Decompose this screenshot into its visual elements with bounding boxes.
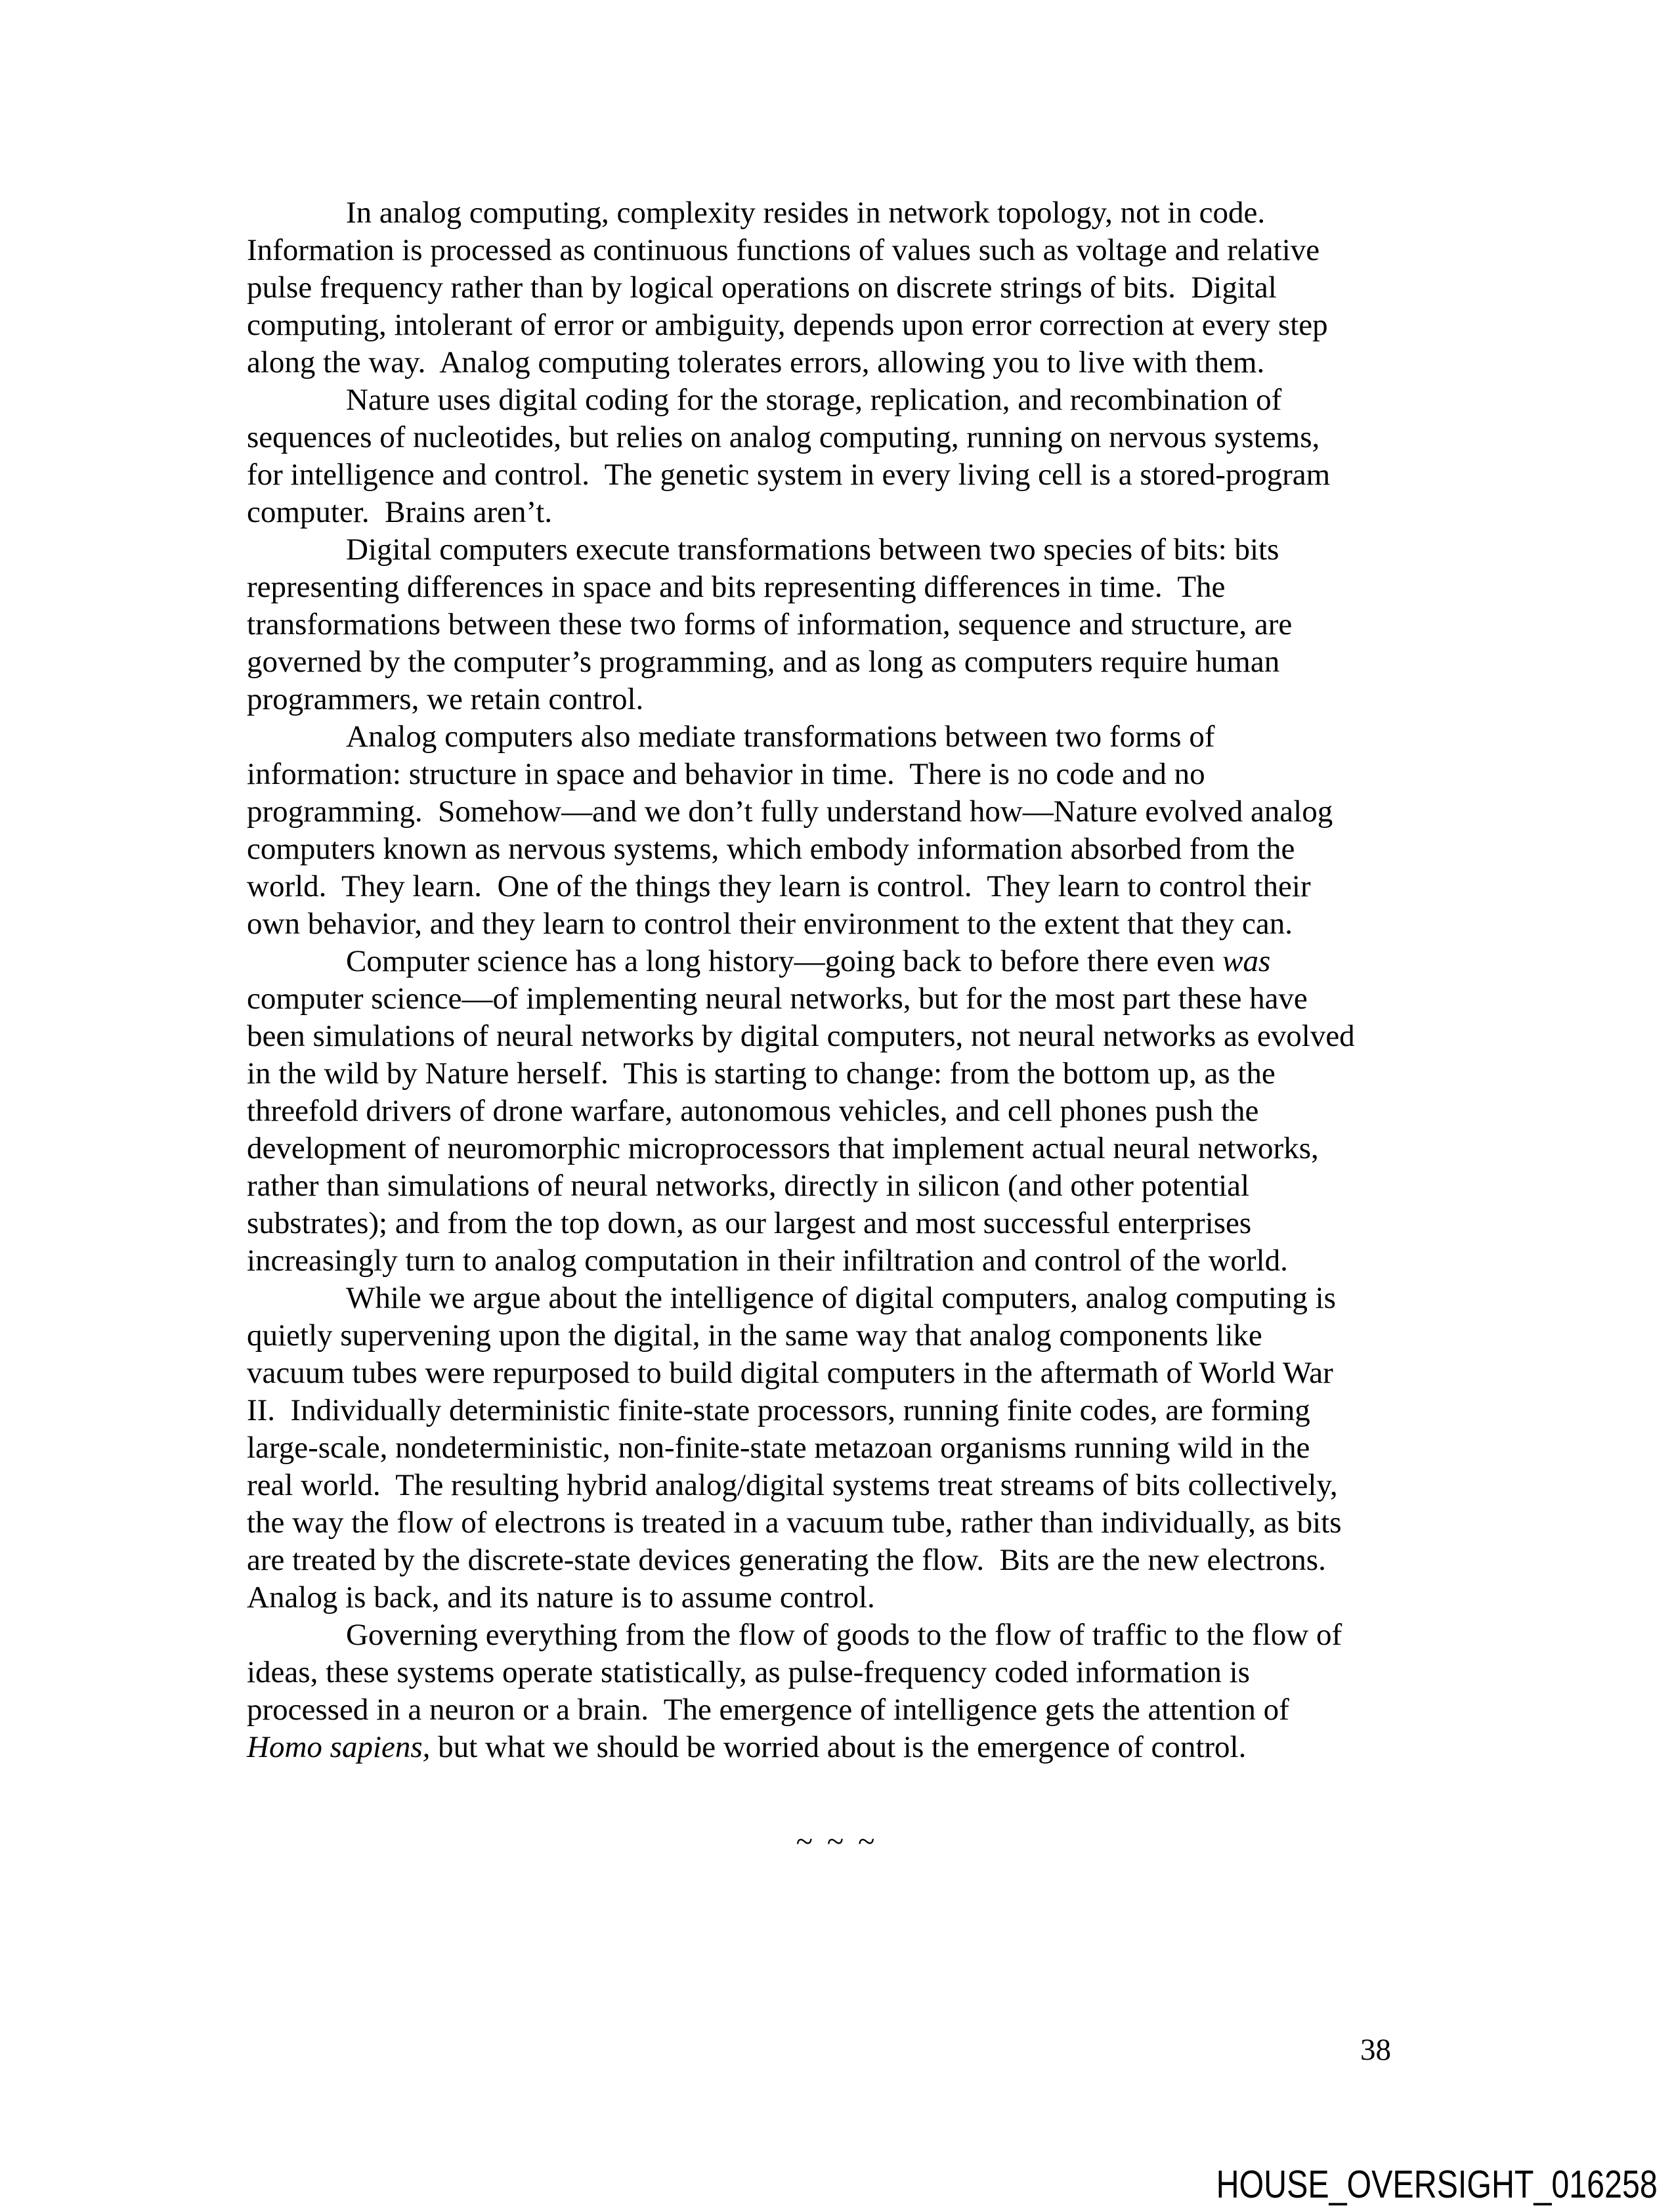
text-line bbox=[247, 1018, 1422, 1055]
text-line bbox=[247, 831, 1422, 868]
text-segment: own behavior, and they learn to control their environment to the extent that they can. bbox=[247, 907, 1293, 941]
text-line bbox=[247, 531, 1422, 569]
text-segment: transformations between these two forms of information, sequence and structure, are bbox=[247, 607, 1293, 641]
text-line bbox=[247, 1654, 1422, 1691]
text-line bbox=[247, 1093, 1422, 1130]
text-segment: Computer science has a long history—going back to before there even bbox=[346, 944, 1223, 978]
text-segment: in the wild by Nature herself. This is starting to change: from the bottom up, as the bbox=[247, 1056, 1276, 1091]
text-line bbox=[247, 1242, 1422, 1280]
text-segment: Nature uses digital coding for the storage, replication, and recombination of bbox=[346, 383, 1282, 417]
section-separator: ~ ~ ~ bbox=[796, 1825, 878, 1859]
text-line bbox=[247, 1055, 1422, 1093]
text-line bbox=[247, 1355, 1422, 1392]
text-segment: quietly supervening upon the digital, in the same way that analog components like bbox=[247, 1318, 1262, 1353]
text-segment: Analog is back, and its nature is to assume control. bbox=[247, 1580, 875, 1615]
paragraph bbox=[247, 531, 1422, 718]
text-line bbox=[247, 569, 1422, 606]
paragraph bbox=[247, 718, 1422, 943]
text-line bbox=[247, 1616, 1422, 1654]
text-segment: governed by the computer’s programming, and as long as computers require human bbox=[247, 645, 1280, 679]
text-segment: development of neuromorphic microprocessors that implement actual neural networks, bbox=[247, 1131, 1319, 1165]
text-line bbox=[247, 905, 1422, 943]
text-line bbox=[247, 1130, 1422, 1167]
text-segment: computers known as nervous systems, which embody information absorbed from the bbox=[247, 832, 1295, 866]
text-line bbox=[247, 1729, 1422, 1766]
text-segment: large-scale, nondeterministic, non-finite-state metazoan organisms running wild in the bbox=[247, 1431, 1310, 1465]
bates-stamp: HOUSE_OVERSIGHT_016258 bbox=[1216, 2163, 1658, 2206]
text-line bbox=[247, 793, 1422, 831]
text-segment: While we argue about the intelligence of digital computers, analog computing is bbox=[346, 1281, 1336, 1315]
text-segment: real world. The resulting hybrid analog/digital systems treat streams of bits collectively, bbox=[247, 1468, 1338, 1502]
text-segment: Digital computers execute transformations between two species of bits: bits bbox=[346, 532, 1279, 567]
text-line bbox=[247, 269, 1422, 307]
paragraph bbox=[247, 1280, 1422, 1616]
text-line bbox=[247, 194, 1422, 232]
text-segment: but what we should be worried about is the emergence of control. bbox=[430, 1730, 1247, 1764]
text-segment: rather than simulations of neural networks, directly in silicon (and other potential bbox=[247, 1169, 1250, 1203]
text-segment: for intelligence and control. The genetic system in every living cell is a stored-program bbox=[247, 458, 1331, 492]
text-segment: II. Individually deterministic finite-state processors, running finite codes, are forming bbox=[247, 1393, 1310, 1427]
text-segment: information: structure in space and behavior in time. There is no code and no bbox=[247, 757, 1205, 791]
text-line bbox=[247, 756, 1422, 793]
text-segment: Information is processed as continuous functions of values such as voltage and relative bbox=[247, 233, 1320, 267]
text-line bbox=[247, 494, 1422, 531]
text-segment: Analog computers also mediate transformations between two forms of bbox=[346, 720, 1215, 754]
text-segment: world. They learn. One of the things they learn is control. They learn to control their bbox=[247, 869, 1311, 903]
text-line bbox=[247, 606, 1422, 643]
text-segment: processed in a neuron or a brain. The emergence of intelligence gets the attention of bbox=[247, 1693, 1289, 1727]
text-line bbox=[247, 718, 1422, 756]
text-line bbox=[247, 1205, 1422, 1242]
text-segment: Governing everything from the flow of goods to the flow of traffic to the flow of bbox=[346, 1618, 1342, 1652]
italic-text: Homo sapiens, bbox=[247, 1730, 431, 1764]
text-segment: are treated by the discrete-state devices generating the flow. Bits are the new electrons. bbox=[247, 1543, 1326, 1577]
text-segment: computing, intolerant of error or ambiguity, depends upon error correction at every step bbox=[247, 308, 1328, 342]
paragraph bbox=[247, 194, 1422, 381]
text-segment: computer. Brains aren’t. bbox=[247, 495, 553, 529]
text-segment: the way the flow of electrons is treated in a vacuum tube, rather than individually, as bits bbox=[247, 1506, 1342, 1540]
paragraph bbox=[247, 1616, 1422, 1766]
text-segment: pulse frequency rather than by logical operations on discrete strings of bits. Digital bbox=[247, 271, 1277, 305]
text-segment: computer science—of implementing neural networks, but for the most part these have bbox=[247, 982, 1308, 1016]
body-text bbox=[247, 194, 1422, 1766]
text-segment: programming. Somehow—and we don’t fully understand how—Nature evolved analog bbox=[247, 794, 1333, 829]
text-line bbox=[247, 980, 1422, 1018]
text-line bbox=[247, 381, 1422, 419]
text-line bbox=[247, 1542, 1422, 1579]
text-line bbox=[247, 1392, 1422, 1429]
text-line bbox=[247, 419, 1422, 456]
page-number: 38 bbox=[1360, 2033, 1391, 2067]
text-segment: sequences of nucleotides, but relies on analog computing, running on nervous systems, bbox=[247, 420, 1320, 454]
text-line bbox=[247, 456, 1422, 494]
text-segment: increasingly turn to analog computation in their infiltration and control of the world. bbox=[247, 1244, 1288, 1278]
text-segment: ideas, these systems operate statistically, as pulse-frequency coded information is bbox=[247, 1655, 1250, 1689]
text-line bbox=[247, 1280, 1422, 1317]
text-line bbox=[247, 344, 1422, 381]
text-segment: threefold drivers of drone warfare, autonomous vehicles, and cell phones push the bbox=[247, 1094, 1259, 1128]
text-segment: been simulations of neural networks by digital computers, not neural networks as evolved bbox=[247, 1019, 1355, 1053]
text-segment: vacuum tubes were repurposed to build digital computers in the aftermath of World War bbox=[247, 1356, 1333, 1390]
text-line bbox=[247, 232, 1422, 269]
text-line bbox=[247, 307, 1422, 344]
text-line bbox=[247, 1467, 1422, 1504]
text-segment: representing differences in space and bits representing differences in time. The bbox=[247, 570, 1226, 604]
text-line bbox=[247, 681, 1422, 718]
text-segment: substrates); and from the top down, as our largest and most successful enterprises bbox=[247, 1206, 1252, 1240]
text-line bbox=[247, 1317, 1422, 1355]
paragraph bbox=[247, 381, 1422, 531]
text-line bbox=[247, 1429, 1422, 1467]
text-segment: along the way. Analog computing tolerates errors, allowing you to live with them. bbox=[247, 345, 1265, 380]
text-segment: In analog computing, complexity resides in network topology, not in code. bbox=[346, 196, 1266, 230]
text-segment: programmers, we retain control. bbox=[247, 682, 644, 716]
text-line bbox=[247, 643, 1422, 681]
text-line bbox=[247, 1504, 1422, 1542]
text-line bbox=[247, 943, 1422, 980]
text-line bbox=[247, 1691, 1422, 1729]
text-line bbox=[247, 868, 1422, 905]
paragraph bbox=[247, 943, 1422, 1280]
text-line bbox=[247, 1579, 1422, 1616]
italic-text: was bbox=[1222, 944, 1271, 978]
text-line bbox=[247, 1167, 1422, 1205]
